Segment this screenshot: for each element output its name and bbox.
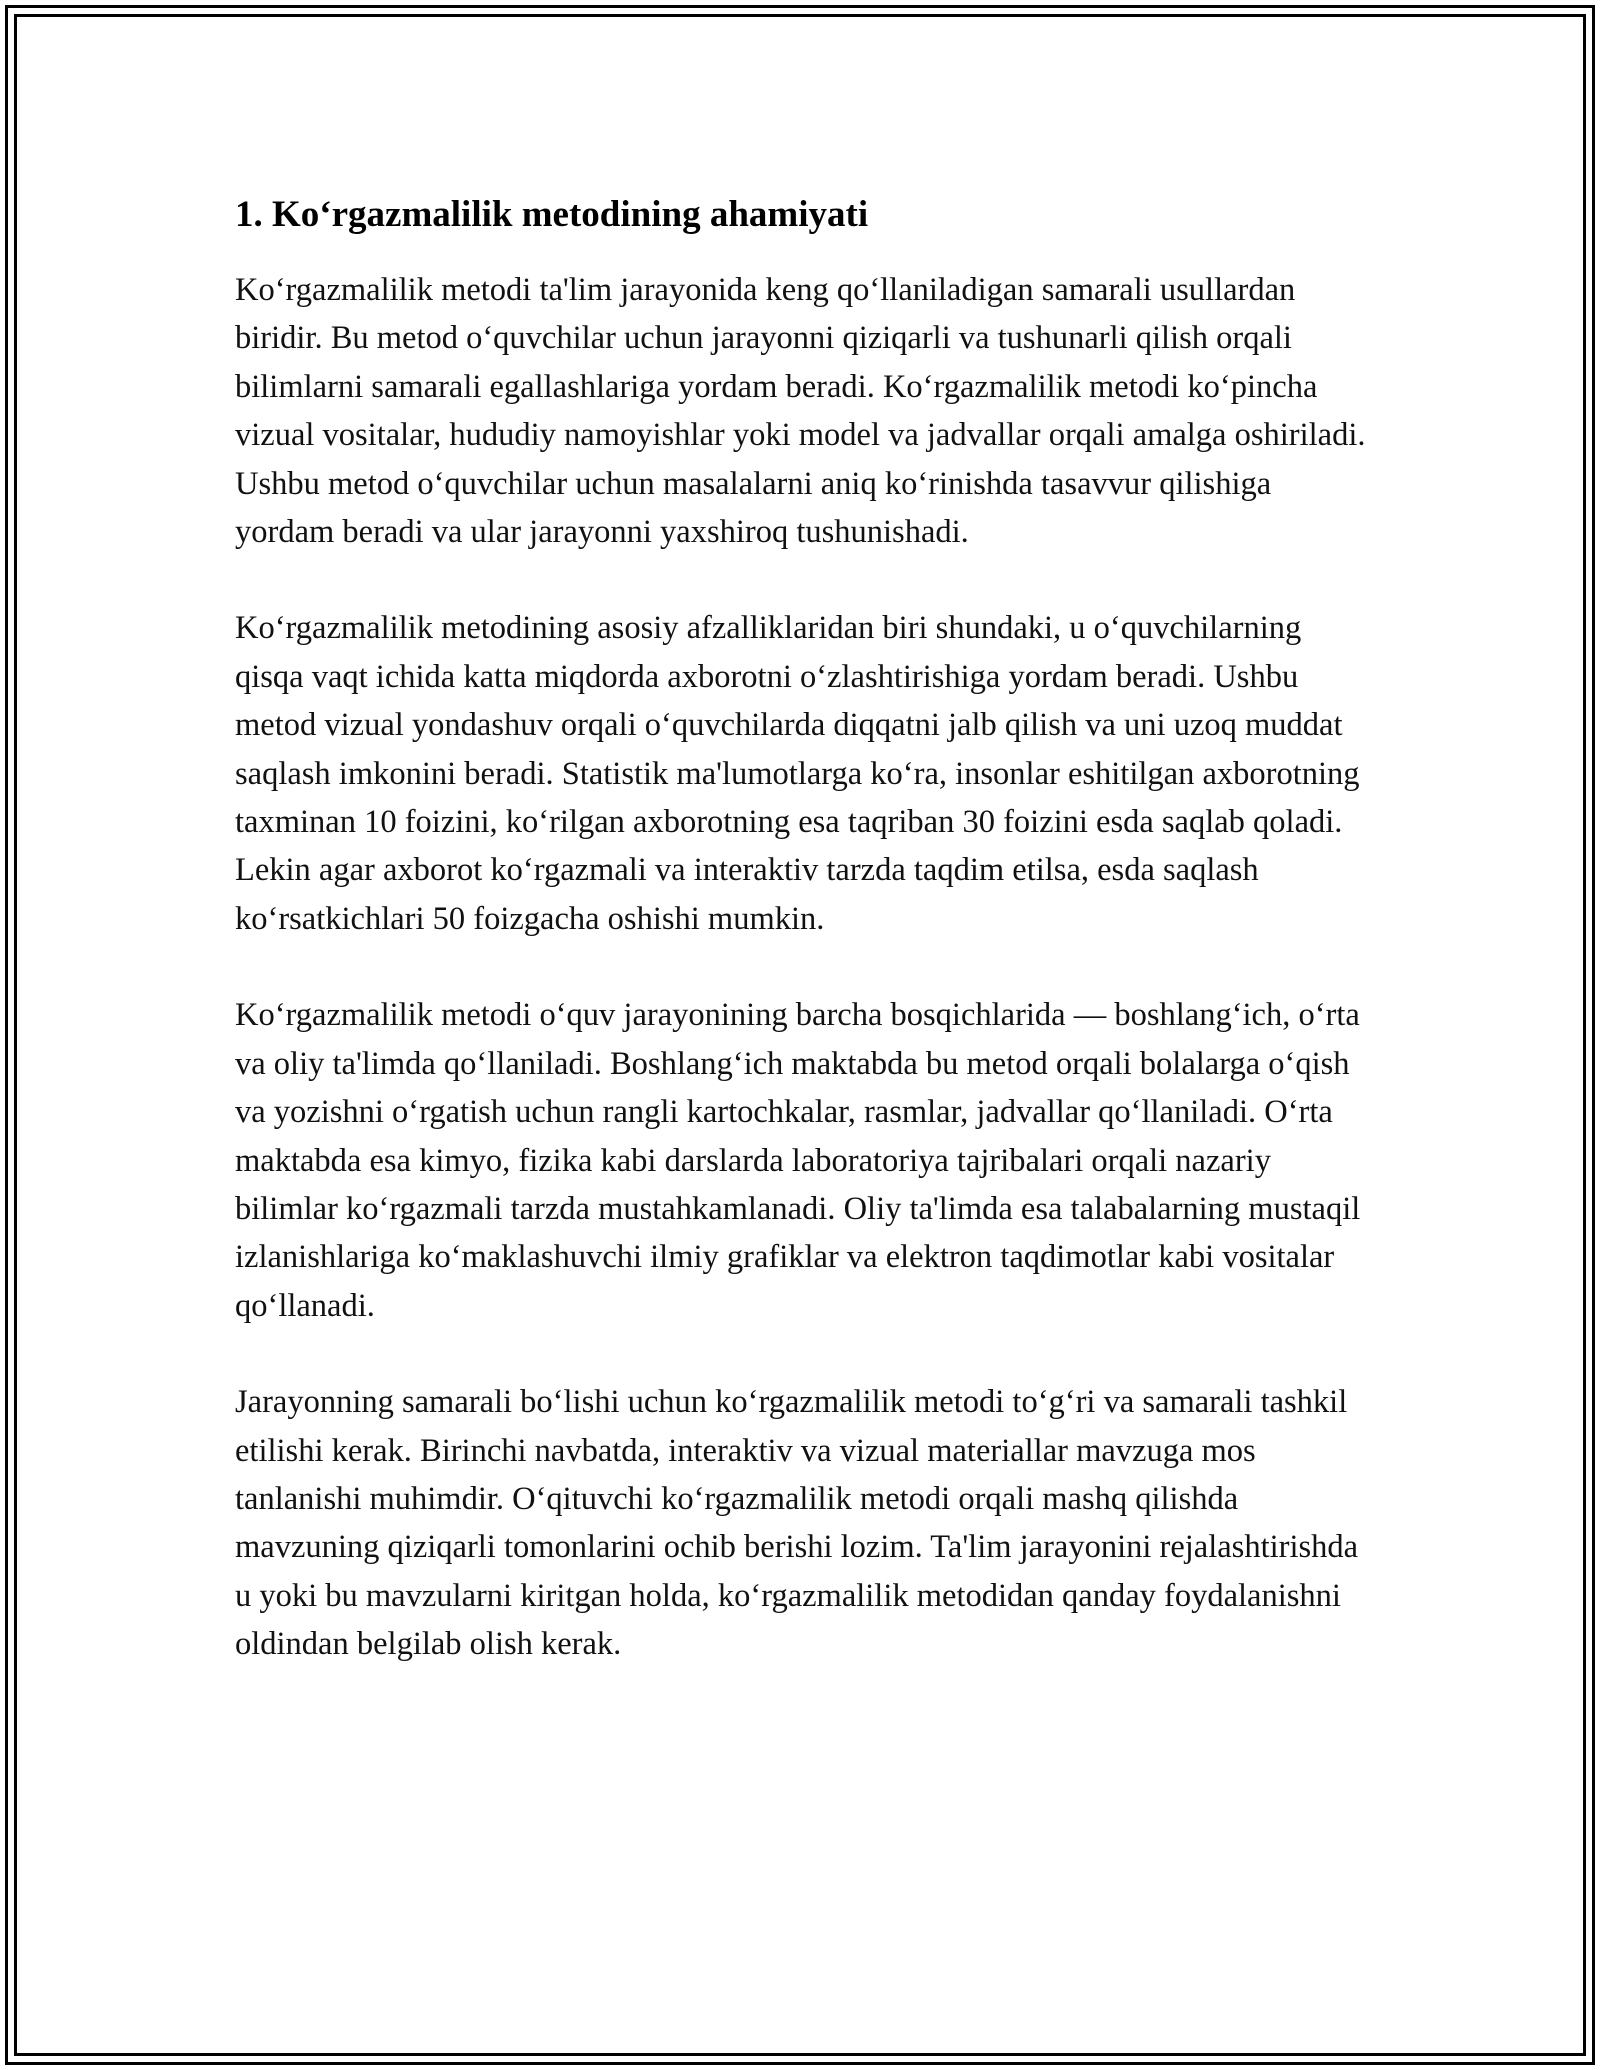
document-body [235, 190, 1375, 1669]
paragraph-3: Koʻrgazmalilik metodi oʻquv jarayonining barcha bosqichlarida — boshlangʻich, oʻrta va oliy ta'limda qoʻllaniladi. Boshlangʻich maktabda bu metod orqali bolalarga oʻqish va yozishni oʻrgatish uchun rangli kartochkalar, rasmlar, jadvallar qoʻllaniladi. Oʻrta maktabda esa kimyo, fizika kabi darslarda laboratoriya tajribalari orqali nazariy bilimlar koʻrgazmali tarzda mustahkamlanadi. Oliy ta'limda esa talabalarning mustaqil izlanishlariga koʻmaklashuvchi ilmiy grafiklar va elektron taqdimotlar kabi vositalar qoʻllanadi. [235, 997, 1361, 1324]
paragraph-4: Jarayonning samarali boʻlishi uchun koʻrgazmalilik metodi toʻgʻri va samarali tashkil etilishi kerak. Birinchi navbatda, interaktiv va vizual materiallar mavzuga mos tanlanishi muhimdir. Oʻqituvchi koʻrgazmalilik metodi orqali mashq qilishda mavzuning qiziqarli tomonlarini ochib berishi lozim. Ta'lim jarayonini rejalashtirishda u yoki bu mavzularni kiritgan holda, koʻrgazmalilik metodidan qanday foydalanishni oldindan belgilab olish kerak. [235, 1384, 1359, 1663]
paragraph-2: Koʻrgazmalilik metodining asosiy afzalliklaridan biri shundaki, u oʻquvchilarning qisqa vaqt ichida katta miqdorda axborotni oʻzlashtirishiga yordam beradi. Ushbu metod vizual yondashuv orqali oʻquvchilarda diqqatni jalb qilish va uni uzoq muddat saqlash imkonini beradi. Statistik ma'lumotlarga koʻra, insonlar eshitilgan axborotning taxminan 10 foizini, koʻrilgan axborotning esa taqriban 30 foizini esda saqlab qoladi. Lekin agar axborot koʻrgazmali va interaktiv tarzda taqdim etilsa, esda saqlash koʻrsatkichlari 50 foizgacha oshishi mumkin. [235, 610, 1360, 937]
section-title: 1. Koʻrgazmalilik metodining ahamiyati [235, 194, 869, 235]
paragraph-1: Koʻrgazmalilik metodi ta'lim jarayonida keng qoʻllaniladigan samarali usullardan biridir. Bu metod oʻquvchilar uchun jarayonni qiziqarli va tushunarli qilish orqali bilimlarni samarali egallashlariga yordam beradi. Koʻrgazmalilik metodi koʻpincha vizual vositalar, hududiy namoyishlar yoki model va jadvallar orqali amalga oshiriladi. Ushbu metod oʻquvchilar uchun masalalarni aniq koʻrinishda tasavvur qilishiga yordam beradi va ular jarayonni yaxshiroq tushunishadi. [235, 272, 1366, 551]
